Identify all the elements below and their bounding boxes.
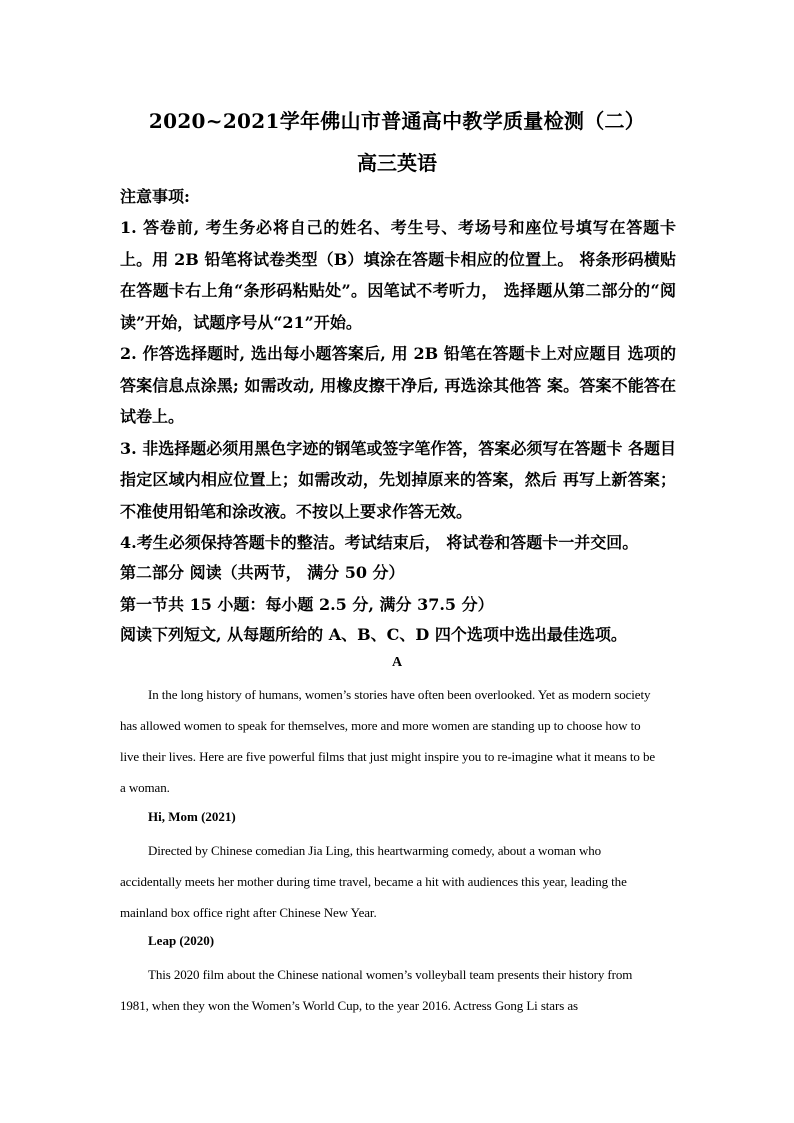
section-heading: 第一节共 15 小题：每小题 2.5 分, 满分 37.5 分）: [120, 595, 494, 614]
exam-subtitle: 高三英语: [357, 151, 437, 175]
passage-letter: A: [391, 655, 403, 670]
note-item-3: 3. 非选择题必须用黑色字迹的钢笔或签字笔作答，答案必须写在答题卡 各题目指定区域内相应位置上；如需改动，先划掉原来的答案，然后 再写上新答案；不准使用铅笔和涂改液。不按以上要求作答无效。: [120, 438, 676, 521]
film-title-1: Hi, Mom (2021): [148, 809, 236, 824]
note-item-1: 1. 答卷前, 考生务必将自己的姓名、考生号、考场号和座位号填写在答题卡上。用 2B 铅笔将试卷类型（B）填涂在答题卡相应的位置上。 将条形码横贴在答题卡右上角“条形码粘贴处”。因笔试不考听力， 选择题从第二部分的“阅读”开始，试题序号从“21”开始。: [120, 218, 676, 332]
exam-title: 2020~2021学年佛山市普通高中教学质量检测（二）: [148, 109, 646, 133]
passage-intro-text: In the long history of humans, women’s stories have often been overlooked. Yet as modern society has allowed women to speak for themselves, more and more women are standing up to choose how to live their lives. Here are five powerful films that just might inspire you to re-imagine what it means to be a woman.: [120, 687, 656, 795]
note-item-4: 4.考生必须保持答题卡的整洁。考试结束后， 将试卷和答题卡一并交回。: [120, 533, 639, 552]
film-description-1: [120, 835, 660, 928]
notes-list: [120, 212, 676, 559]
passage-intro: [120, 679, 660, 803]
notes-heading: 注意事项:: [120, 187, 190, 206]
film-text-1: Directed by Chinese comedian Jia Ling, this heartwarming comedy, about a woman who accidentally meets her mother during time travel, became a hit with audiences this year, leading the mainland box office right after Chinese New Year.: [120, 843, 627, 920]
film-description-2: [120, 959, 660, 1021]
section-instruction: 阅读下列短文, 从每题所给的 A、B、C、D 四个选项中选出最佳选项。: [120, 625, 627, 644]
part-heading: 第二部分 阅读（共两节， 满分 50 分）: [120, 563, 405, 582]
film-text-2: This 2020 film about the Chinese national women’s volleyball team presents their history from 1981, when they won the Women’s World Cup, to the year 2016. Actress Gong Li stars as: [120, 967, 633, 1013]
note-item-2: 2. 作答选择题时, 选出每小题答案后, 用 2B 铅笔在答题卡上对应题目 选项的答案信息点涂黑; 如需改动, 用橡皮擦干净后, 再选涂其他答 案。答案不能答在试卷上。: [120, 344, 676, 426]
film-title-2: Leap (2020): [148, 933, 215, 948]
